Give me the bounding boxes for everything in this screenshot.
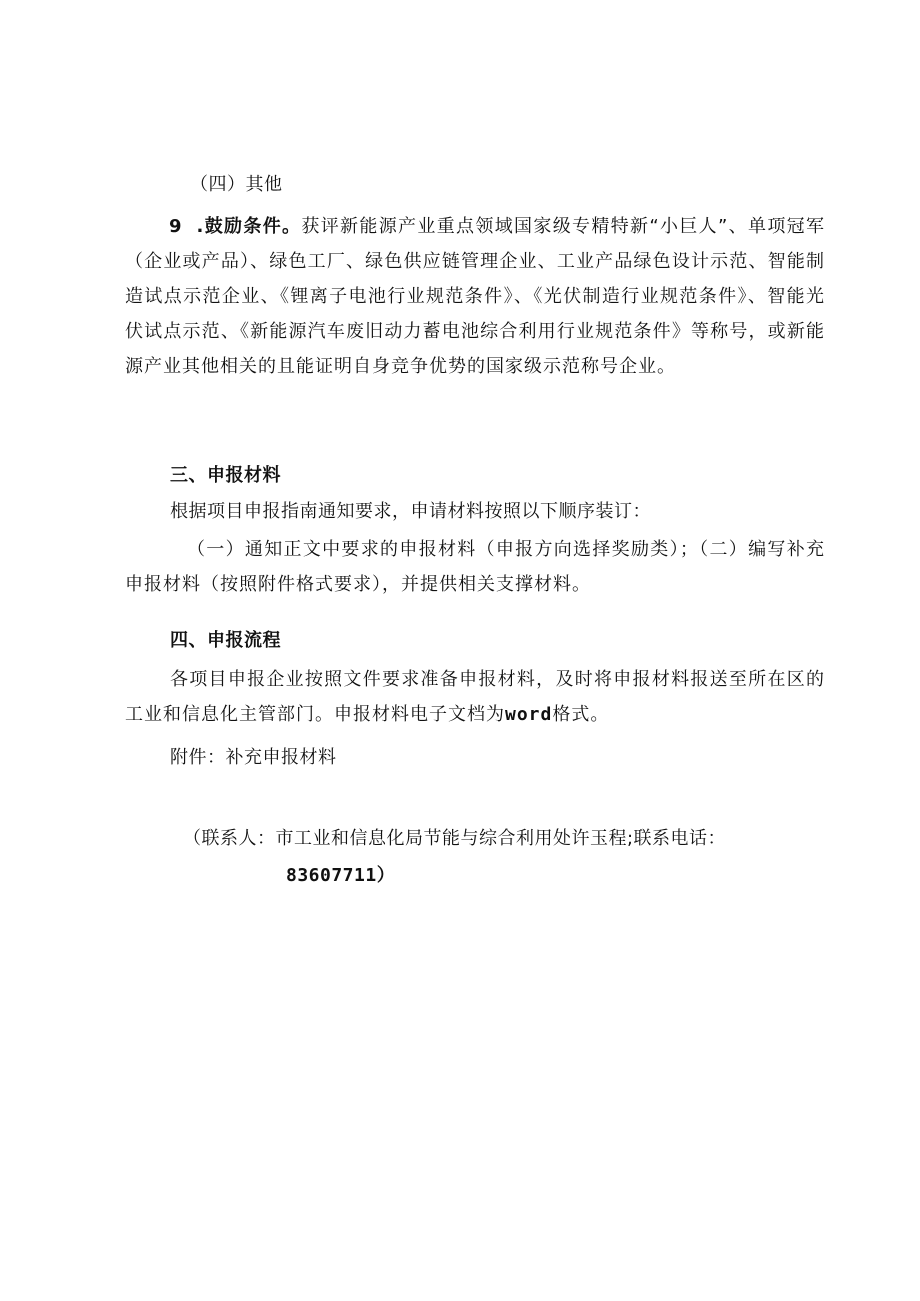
item-9-title: .鼓励条件。: [196, 216, 302, 237]
materials-list: （一）通知正文中要求的申报材料（申报方向选择奖励类）；（二）编写补充申报材料（按照附件格式要求），并提供相关支撑材料。: [125, 539, 825, 595]
process-format: word: [505, 704, 553, 725]
item-9-paragraph: [125, 209, 825, 384]
process-body-before: 各项目申报企业按照文件要求准备申报材料，及时将申报材料报送至所在区的工业和信息化主管部门。申报材料电子文档为: [125, 669, 825, 725]
section-heading-other: （四）其他: [190, 174, 283, 195]
attachment-note: 附件：补充申报材料: [170, 747, 337, 768]
materials-intro: 根据项目申报指南通知要求，申请材料按照以下顺序装订：: [170, 501, 651, 522]
section-heading-materials: 三、申报材料: [170, 465, 281, 486]
item-9-number: 9: [169, 216, 183, 237]
contact-line-1: （联系人：市工业和信息化局节能与综合利用处许玉程;联系电话：: [183, 828, 727, 849]
process-paragraph: [125, 662, 825, 732]
contact-phone-line: [286, 863, 395, 889]
item-9-body: 获评新能源产业重点领域国家级专精特新“小巨人”、单项冠军（企业或产品）、绿色工厂、绿色供应链管理企业、工业产品绿色设计示范、智能制造试点示范企业、《锂离子电池行业规范条件》、《光伏制造行业规范条件》、智能光伏试点示范、《新能源汽车废旧动力蓄电池综合利用行业规范条件》等称号，或新能源产业其他相关的且能证明自身竞争优势的国家级示范称号企业。: [125, 216, 825, 377]
contact-phone: 83607711）: [286, 865, 396, 886]
process-body-after: 格式。: [552, 704, 610, 725]
section-heading-process: 四、申报流程: [170, 630, 281, 651]
